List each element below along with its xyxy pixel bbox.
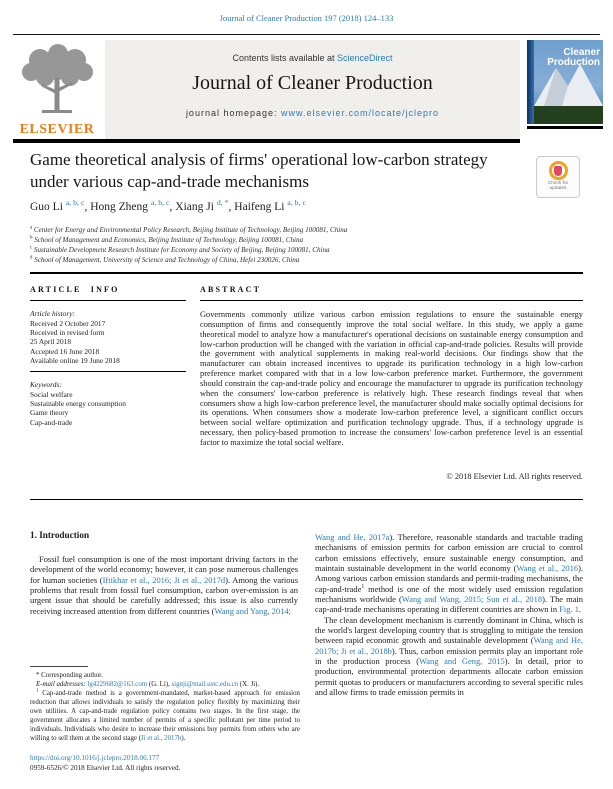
homepage-prefix: journal homepage:	[185, 108, 281, 118]
intro-column-right	[315, 532, 583, 698]
footnote-separator	[30, 666, 88, 667]
article-info-top-rule	[30, 272, 583, 274]
keyword: Game theory	[30, 408, 69, 418]
keyword: Sustainable energy consumption	[30, 399, 126, 409]
cover-forest-band	[534, 106, 603, 124]
homepage-link[interactable]: www.elsevier.com/locate/jclepro	[281, 108, 440, 118]
cover-title-line2: Production	[547, 57, 600, 68]
history-line: Available online 19 June 2018	[30, 355, 120, 365]
keywords-list	[30, 390, 195, 427]
corresponding-author-note: * Corresponding author.	[36, 672, 103, 679]
elsevier-tree-icon	[14, 44, 100, 116]
affiliation-d: $^d$ School of Management, University of Science and Technology of China, Hefei 230026, China	[30, 255, 300, 264]
sciencedirect-link[interactable]: ScienceDirect	[337, 53, 393, 63]
email-addresses-note: E-mail addresses: lg4229682@163.com (G. Li), signji@mail.ustc.edu.cn (X. Ji).	[36, 681, 260, 688]
keywords-top-rule	[30, 371, 186, 372]
issn-copyright-line: 0959-6526/© 2018 Elsevier Ltd. All rights reserved.	[30, 764, 181, 772]
article-info-heading: ARTICLE INFO	[30, 285, 120, 294]
journal-banner	[105, 40, 520, 139]
abstract-text: Governments commonly utilize various carbon emission regulations to ensure the sustainable energy consumption of firms and consequently improve the total social welfare. In this study, we apply a game theoretical model to analyze how a manufacturer's operational decisions on sustainable energy consumption and low-carbon production will be changed with the variation in official cap-and-trade policies. Results will provide the government with analytical supplements in making real-world decisions. Our findings show that the manufacturer can obtain increased incentives to upgrade its purification technology in a high low-carbon preference market compared with that in a low low-carbon preference market. Furthermore, the government should constrain the cap-and-trade policy and encourage the manufacturer to upgrade its purification technology when the consumers' low-carbon preference is relatively high. These research findings reveal that when consumers show a high low-carbon preference level, the manufacturer should make socially optimal decisions for its operations. When consumers show a moderate low-carbon preference level, a significant conflict occurs between social welfare optimization and purification technology upgrade. Thus, if a technology upgrade is necessary, then policy-based promotion to increase the consumers' low-carbon preference level is an essential factor to maximize the total social welfare.	[200, 310, 583, 447]
banner-bottom-rule	[13, 139, 520, 143]
contents-line	[105, 53, 520, 63]
check-badge-label: Check for updates	[547, 181, 569, 192]
affiliation-c: $^c$ Sustainable Development Research Institute for Economy and Society of Beijing, Beijing 100081, China	[30, 245, 330, 254]
history-line: Received in revised form	[30, 328, 105, 338]
intro-paragraph-right-1: Wang and He, 2017a). Therefore, reasonable standards and tractable trading mechanisms of emission permits for carbon emission are crucial to control carbon emissions effectively, ensure sustainable energy consumption, and maintain sustainable development in the world economy (Wang et al., 2016). Among various carbon emission standards and permit-trading mechanisms, the cap-and-trade$^1$ method is one of the most widely used emission regulation mechanisms worldwide (Wang and Wang, 2015; Sun et al., 2018). The main cap-and-trade mechanisms operating in different countries are shown in Fig. 1.	[315, 532, 584, 615]
abstract-bottom-rule	[30, 499, 583, 500]
article-history-label: Article history:	[30, 309, 75, 318]
doi-link[interactable]: https://doi.org/10.1016/j.jclepro.2018.06.177	[30, 754, 160, 762]
elsevier-wordmark: ELSEVIER	[19, 122, 95, 137]
elsevier-logo[interactable]	[12, 44, 102, 139]
journal-cover-thumbnail[interactable]	[527, 40, 603, 124]
homepage-line	[105, 108, 520, 118]
contents-prefix: Contents lists available at	[232, 53, 338, 63]
check-for-updates-badge[interactable]	[536, 156, 580, 198]
abstract-heading: ABSTRACT	[200, 285, 262, 294]
article-title-line2: under various cap-and-trade mechanisms	[30, 172, 309, 191]
keywords-label: Keywords:	[30, 380, 62, 389]
abstract-rule	[200, 300, 583, 301]
article-title-line1: Game theoretical analysis of firms' operational low-carbon strategy	[30, 150, 488, 169]
section-heading-introduction: 1. Introduction	[30, 530, 90, 540]
intro-paragraph-right-2: The clean development mechanism is currently dominant in China, which is the world's largest developing country that is struggling to mitigate the tension between rapid economic growth and sustainable development (Wang and He, 2017b; Ji et al., 2018b). Thus, carbon emission permits play an important role in the production process (Wang and Geng, 2015). In detail, prior to production, environmental protection departments allocate carbon emission permit quotas to producers or manufacturers according to several specific rules and allow firms to trade emission permits in	[315, 614, 584, 698]
affiliation-b: $^b$ School of Management and Economics, Beijing Institute of Technology, Beijing 100081, China	[30, 235, 304, 244]
journal-reference[interactable]: Journal of Cleaner Production 197 (2018) 124–133	[219, 13, 394, 23]
cover-spine	[527, 40, 534, 124]
author-list: Guo Li $^{a, b, c}$, Hong Zheng $^{a, b, c}$, Xiang Ji $^{d, *}$, Haifeng Li $^{a, b, c}$	[30, 198, 306, 213]
intro-paragraph-left: Fossil fuel consumption is one of the most important driving factors in the development of the world economy; however, it can pose numerous challenges for human societies (Iftikhar et al., 2016; Ji et al., 2017d). Among the various problems that result from fossil fuel consumption, carbon over-emission is an urgent issue that should be carefully addressed; this issue is also currently receiving increased attention from different countries (Wang and Yang, 2014;	[30, 554, 298, 616]
keyword: Social welfare	[30, 390, 73, 399]
journal-title: Journal of Cleaner Production	[192, 72, 433, 94]
history-line: 25 April 2018	[30, 337, 72, 347]
keyword: Cap-and-trade	[30, 417, 73, 427]
article-info-rule	[30, 300, 186, 301]
affiliation-a: $^a$ Center for Energy and Environmental Policy Research, Beijing Institute of Technology, Beijing 100081, China	[30, 225, 348, 234]
header-top-rule	[13, 34, 600, 35]
crossmark-icon	[549, 161, 568, 180]
article-history	[30, 319, 195, 365]
cover-bottom-rule	[527, 126, 603, 129]
abstract-copyright: © 2018 Elsevier Ltd. All rights reserved.	[446, 472, 583, 481]
cap-and-trade-footnote: $^1$ Cap-and-trade method is a government-mandated, market-based approach for emission reduction that allows individuals to satisfy the regulation policy flexibly by maximizing their own utilities. A cap-and-trade regulation policy contains two stages. In the first stage, the government allocates a limited number of permits of a specific pollutant per time period to individuals. Individuals who desire to increase their emissions buy permits from others who are willing to sell them at the second stage (Ji et al., 2017b).	[30, 688, 300, 742]
history-line: Received 2 October 2017	[30, 319, 106, 328]
cover-title-line1: Cleaner	[563, 47, 600, 58]
history-line: Accepted 16 June 2018	[30, 346, 100, 356]
cover-title	[547, 48, 600, 68]
